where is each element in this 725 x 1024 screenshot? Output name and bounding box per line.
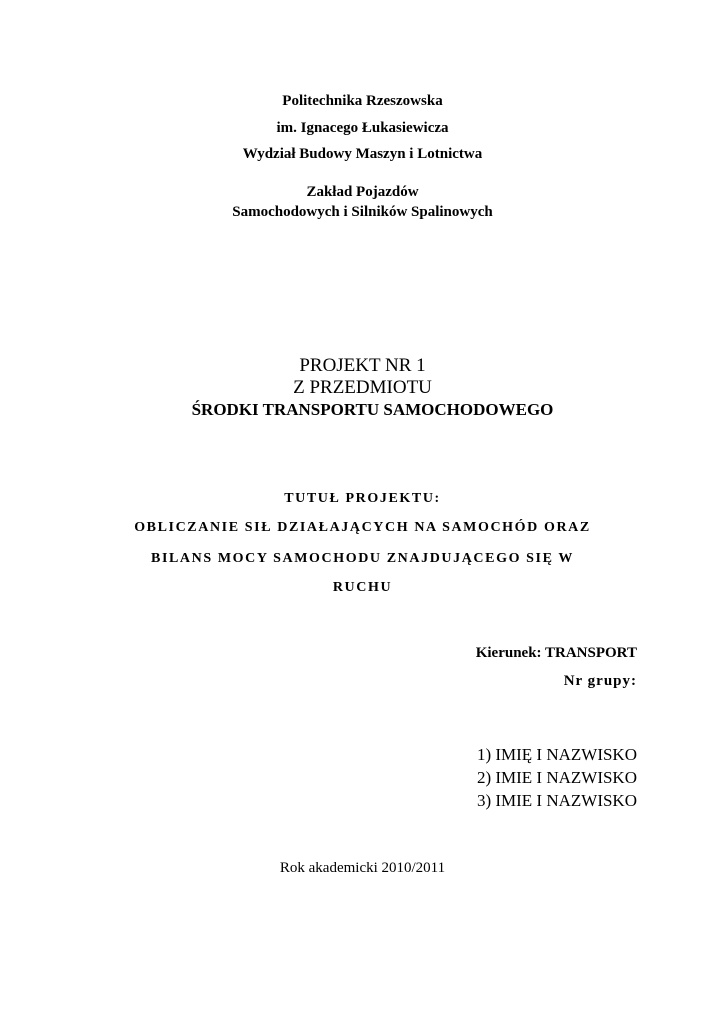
academic-year: Rok akademicki 2010/2011 (279, 860, 446, 876)
author-2: 2) IMIE I NAZWISKO (476, 768, 637, 787)
topic-line-3: RUCHU (332, 580, 393, 595)
topic-label: TUTUŁ PROJEKTU: (284, 491, 441, 506)
author-3: 3) IMIE I NAZWISKO (476, 791, 637, 810)
university-name: Politechnika Rzeszowska (282, 93, 443, 109)
project-subject: ŚRODKI TRANSPORTU SAMOCHODOWEGO (191, 400, 554, 419)
group-number: Nr grupy: (563, 673, 637, 689)
topic-line-2: BILANS MOCY SAMOCHODU ZNAJDUJĄCEGO SIĘ W (151, 551, 574, 566)
author-1: 1) IMIĘ I NAZWISKO (476, 745, 637, 764)
project-subject-intro: Z PRZEDMIOTU (293, 377, 432, 398)
faculty-name: Wydział Budowy Maszyn i Lotnictwa (242, 146, 483, 162)
university-patron: im. Ignacego Łukasiewicza (276, 120, 449, 136)
study-direction: Kierunek: TRANSPORT (475, 645, 637, 661)
project-title: PROJEKT NR 1 (299, 355, 426, 376)
topic-line-1: OBLICZANIE SIŁ DZIAŁAJĄCYCH NA SAMOCHÓD ORAZ (134, 520, 591, 535)
department-line-2: Samochodowych i Silników Spalinowych (232, 204, 493, 220)
department-line-1: Zakład Pojazdów (306, 184, 419, 200)
